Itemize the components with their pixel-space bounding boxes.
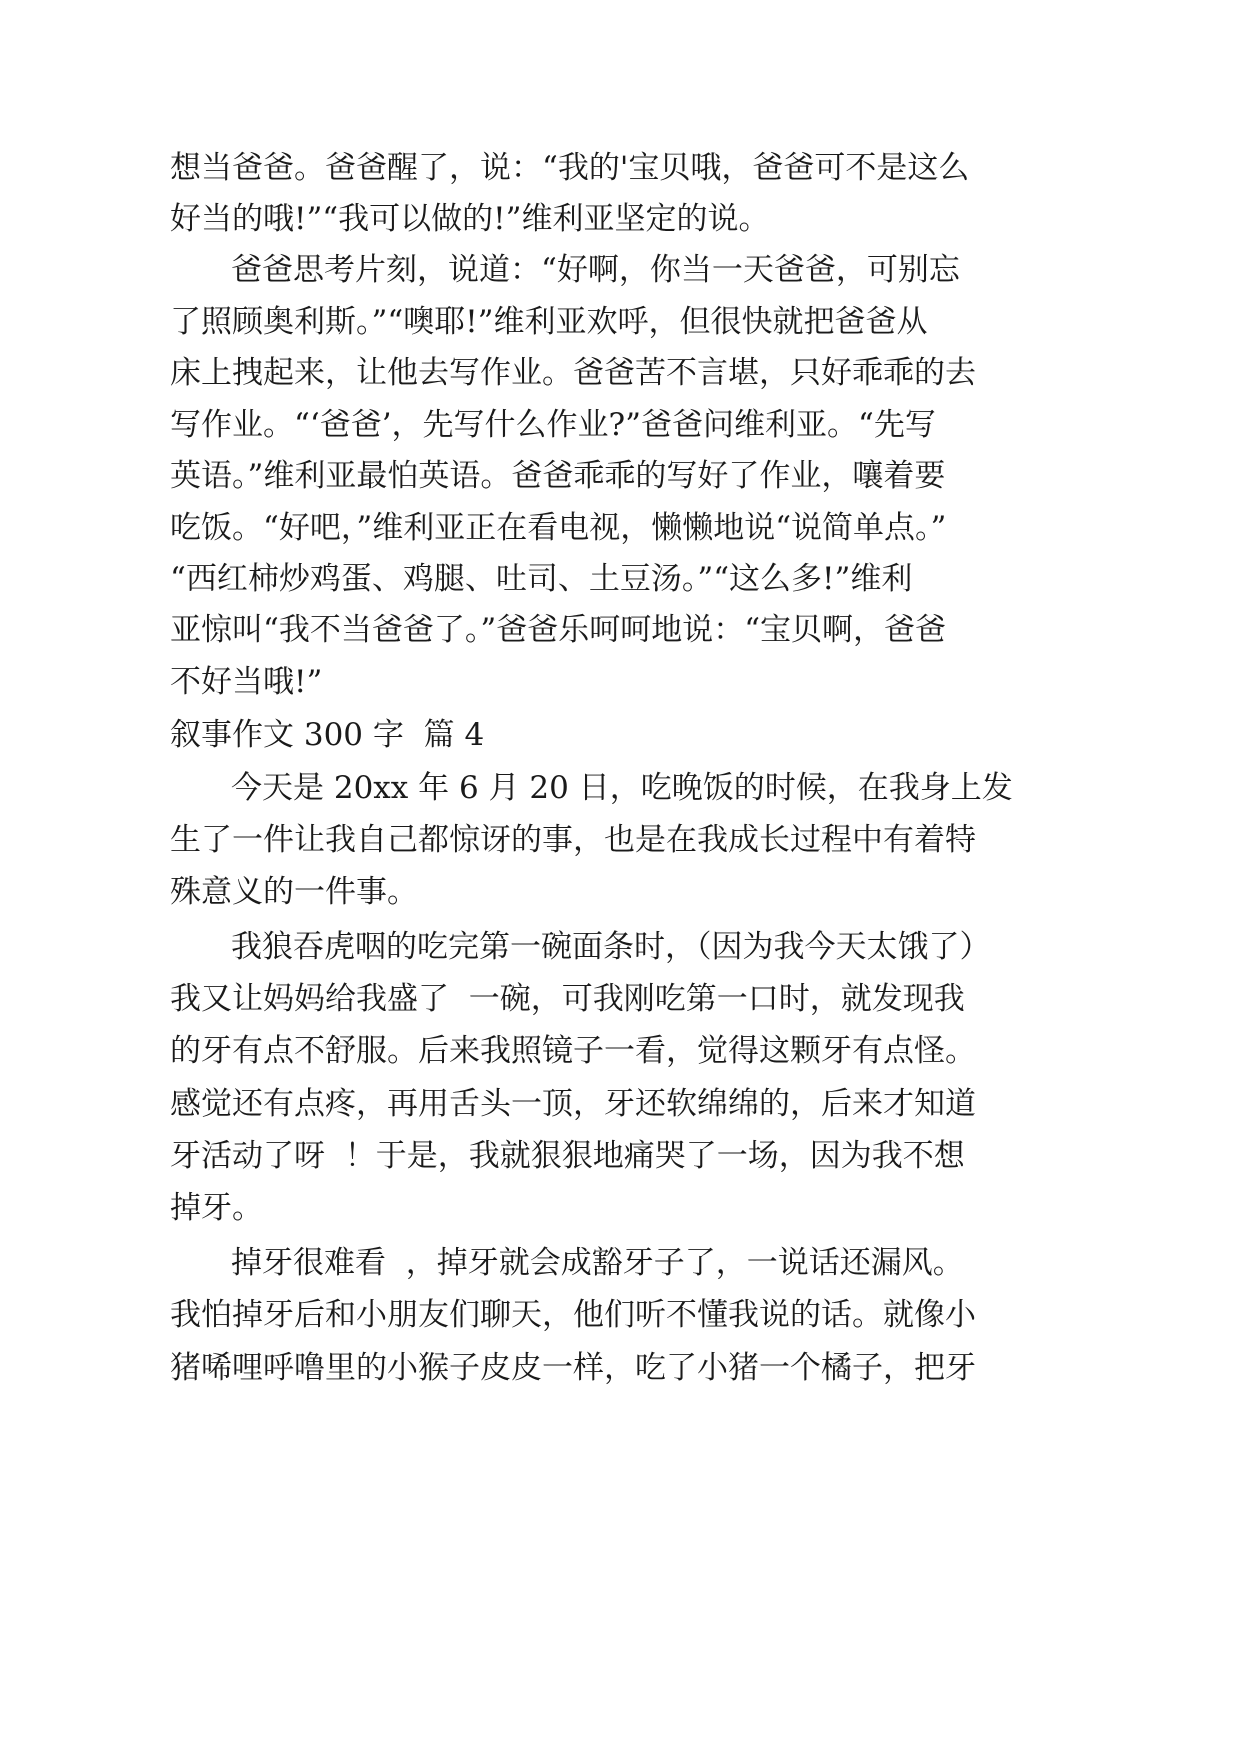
text-line-content: 掉牙很难看 ，掉牙就会成豁牙子了，一说话还漏风。 bbox=[231, 1245, 964, 1281]
text-line-content: 猪唏哩呼噜里的小猴子皮皮一样，吃了小猪一个橘子，把牙 bbox=[170, 1350, 976, 1386]
text-line bbox=[0, 1186, 1241, 1230]
section-heading-text: 叙事作文 300 字 篇 4 bbox=[170, 717, 485, 753]
text-line bbox=[0, 608, 1241, 652]
text-line bbox=[0, 660, 1241, 704]
text-line bbox=[0, 1134, 1241, 1178]
text-line-content: 殊意义的一件事。 bbox=[170, 874, 418, 910]
text-line-content: 爸爸思考片刻，说道：“好啊，你当一天爸爸，可别忘 bbox=[231, 252, 960, 288]
text-line-content: 了照顾奥利斯。”“噢耶!”维利亚欢呼，但很快就把爸爸从 bbox=[170, 304, 928, 340]
text-line-content: 不好当哦!” bbox=[170, 664, 323, 700]
text-line-content: 亚惊叫“我不当爸爸了。”爸爸乐呵呵地说：“宝贝啊，爸爸 bbox=[170, 612, 947, 648]
text-line-content: 我又让妈妈给我盛了 一碗，可我刚吃第一口时，就发现我 bbox=[170, 981, 965, 1017]
text-line-content: 今天是 20xx 年 6 月 20 日，吃晚饭的时候，在我身上发 bbox=[231, 770, 1013, 806]
text-line bbox=[0, 1241, 1241, 1285]
text-line bbox=[0, 818, 1241, 862]
text-line bbox=[0, 557, 1241, 601]
text-line bbox=[0, 197, 1241, 241]
text-line-content: 的牙有点不舒服。后来我照镜子一看，觉得这颗牙有点怪。 bbox=[170, 1033, 976, 1069]
text-line bbox=[0, 248, 1241, 292]
text-line-content: 牙活动了呀 ！于是，我就狠狠地痛哭了一场，因为我不想 bbox=[170, 1138, 965, 1174]
text-line bbox=[0, 351, 1241, 395]
text-line bbox=[0, 300, 1241, 344]
text-line bbox=[0, 1293, 1241, 1337]
text-line bbox=[0, 766, 1241, 810]
text-line bbox=[0, 870, 1241, 914]
text-line-content: 我狼吞虎咽的吃完第一碗面条时，（因为我今天太饿了） bbox=[231, 929, 991, 965]
text-line-content: 床上拽起来，让他去写作业。爸爸苦不言堪，只好乖乖的去 bbox=[170, 355, 976, 391]
text-line-content: 想当爸爸。爸爸醒了，说：“我的'宝贝哦，爸爸可不是这么 bbox=[170, 150, 970, 186]
section-heading bbox=[0, 713, 1241, 757]
text-line-content: 写作业。“‘爸爸’，先写什么作业?”爸爸问维利亚。“先写 bbox=[170, 407, 936, 443]
text-line bbox=[0, 454, 1241, 498]
text-line bbox=[0, 403, 1241, 447]
text-line bbox=[0, 925, 1241, 969]
text-line bbox=[0, 506, 1241, 550]
text-line bbox=[0, 1346, 1241, 1390]
text-line-content: “西红柿炒鸡蛋、鸡腿、吐司、土豆汤。”“这么多!”维利 bbox=[170, 561, 913, 597]
text-line-content: 英语。”维利亚最怕英语。爸爸乖乖的写好了作业，嚷着要 bbox=[170, 458, 946, 494]
text-line-content: 好当的哦!”“我可以做的!”维利亚坚定的说。 bbox=[170, 201, 770, 237]
text-line bbox=[0, 977, 1241, 1021]
text-line-content: 我怕掉牙后和小朋友们聊天，他们听不懂我说的话。就像小 bbox=[170, 1297, 976, 1333]
text-line bbox=[0, 1029, 1241, 1073]
text-line-content: 生了一件让我自己都惊讶的事，也是在我成长过程中有着特 bbox=[170, 822, 976, 858]
text-line bbox=[0, 1082, 1241, 1126]
text-line-content: 感觉还有点疼，再用舌头一顶，牙还软绵绵的，后来才知道 bbox=[170, 1086, 976, 1122]
text-line bbox=[0, 146, 1241, 190]
text-line-content: 吃饭。“好吧，”维利亚正在看电视，懒懒地说“说简单点。” bbox=[170, 510, 947, 546]
text-line-content: 掉牙。 bbox=[170, 1190, 263, 1226]
